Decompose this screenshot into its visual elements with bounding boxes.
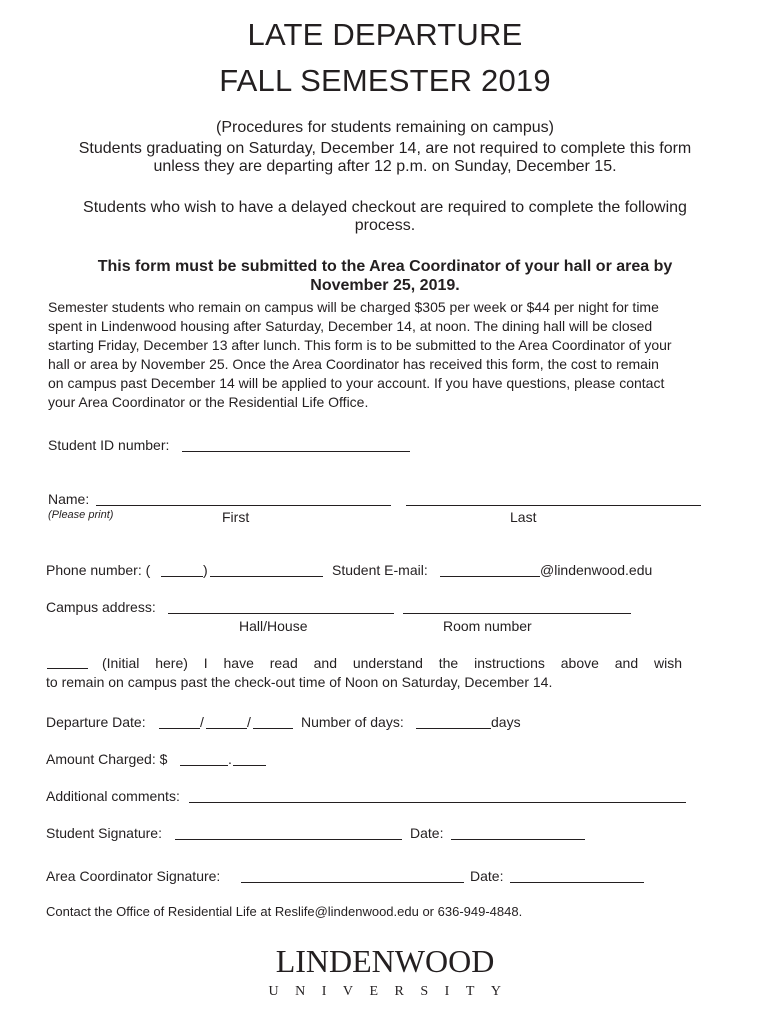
phone-number-field[interactable] (210, 576, 323, 577)
phone-area-code-field[interactable] (161, 576, 203, 577)
room-number-field[interactable] (403, 613, 631, 614)
student-id-field[interactable] (182, 451, 410, 452)
subtitle: (Procedures for students remaining on campus) (216, 119, 554, 136)
departure-date-label: Departure Date: (46, 714, 146, 730)
last-name-field[interactable] (406, 505, 701, 506)
coordinator-signature-field[interactable] (241, 882, 464, 883)
paragraph-line: spent in Lindenwood housing after Saturday, December 14, at noon. The dining hall will be closed (48, 318, 653, 334)
coordinator-signature-label: Area Coordinator Signature: (46, 868, 221, 884)
form-title-line2: FALL SEMESTER 2019 (219, 63, 551, 98)
graduating-note-line2: unless they are departing after 12 p.m. on Sunday, December 15. (153, 158, 617, 175)
first-name-field[interactable] (96, 505, 391, 506)
amount-dollars-field[interactable] (180, 765, 228, 766)
email-label: Student E-mail: (332, 562, 428, 578)
number-of-days-field[interactable] (416, 728, 491, 729)
initial-field[interactable] (47, 668, 88, 669)
campus-address-label: Campus address: (46, 599, 156, 615)
departure-day-field[interactable] (206, 728, 247, 729)
submission-notice-line2: November 25, 2019. (310, 277, 460, 294)
student-date-field[interactable] (451, 839, 585, 840)
days-suffix: days (491, 714, 521, 730)
student-signature-label: Student Signature: (46, 825, 162, 841)
last-label: Last (510, 509, 537, 525)
amount-cents-field[interactable] (233, 765, 266, 766)
departure-year-field[interactable] (253, 728, 293, 729)
submission-notice-line1: This form must be submitted to the Area Coordinator of your hall or area by (97, 258, 673, 275)
instructions-paragraph (48, 298, 728, 412)
amount-decimal-point: . (228, 751, 232, 767)
room-number-label: Room number (443, 618, 532, 634)
coordinator-date-label: Date: (470, 868, 504, 884)
acknowledgment-line1: (Initial here) I have read and understand the instructions above and wish (102, 655, 682, 671)
additional-comments-field[interactable] (189, 802, 686, 803)
date-slash: / (247, 714, 251, 730)
phone-paren-close: ) (203, 562, 208, 578)
paragraph-line: starting Friday, December 13 after lunch. This form is to be submitted to the Area Coordinator of your (48, 337, 672, 353)
departure-month-field[interactable] (159, 728, 200, 729)
paragraph-line: Semester students who remain on campus will be charged $305 per week or $44 per night for time (48, 299, 659, 315)
coordinator-date-field[interactable] (510, 882, 644, 883)
please-print-note: (Please print) (48, 509, 114, 521)
date-slash: / (200, 714, 204, 730)
paragraph-line: hall or area by November 25. Once the Area Coordinator has received this form, the cost to remain (48, 356, 659, 372)
paragraph-line: your Area Coordinator or the Residential Life Office. (48, 394, 369, 410)
contact-line: Contact the Office of Residential Life at Reslife@lindenwood.edu or 636-949-4848. (46, 904, 523, 919)
number-of-days-label: Number of days: (301, 714, 404, 730)
email-username-field[interactable] (440, 576, 540, 577)
student-date-label: Date: (410, 825, 444, 841)
first-label: First (222, 509, 250, 525)
delayed-checkout-line2: process. (354, 217, 416, 234)
email-domain: @lindenwood.edu (540, 562, 653, 578)
additional-comments-label: Additional comments: (46, 788, 180, 804)
university-logo-wordmark: LINDENWOOD (275, 943, 495, 979)
university-logo-subtitle: UNIVERSITY (268, 984, 518, 999)
student-signature-field[interactable] (175, 839, 402, 840)
name-label: Name: (48, 491, 90, 507)
student-id-label: Student ID number: (48, 437, 170, 453)
phone-label: Phone number: ( (46, 562, 151, 578)
delayed-checkout-line1: Students who wish to have a delayed checkout are required to complete the following (83, 199, 687, 216)
hall-house-field[interactable] (168, 613, 394, 614)
hall-house-label: Hall/House (239, 618, 308, 634)
graduating-note-line1: Students graduating on Saturday, December 14, are not required to complete this form (78, 140, 692, 157)
amount-charged-label: Amount Charged: $ (46, 751, 168, 767)
acknowledgment-line2: to remain on campus past the check-out time of Noon on Saturday, December 14. (46, 674, 553, 690)
paragraph-line: on campus past December 14 will be applied to your account. If you have questions, please contact (48, 375, 665, 391)
form-title-line1: LATE DEPARTURE (247, 17, 523, 52)
